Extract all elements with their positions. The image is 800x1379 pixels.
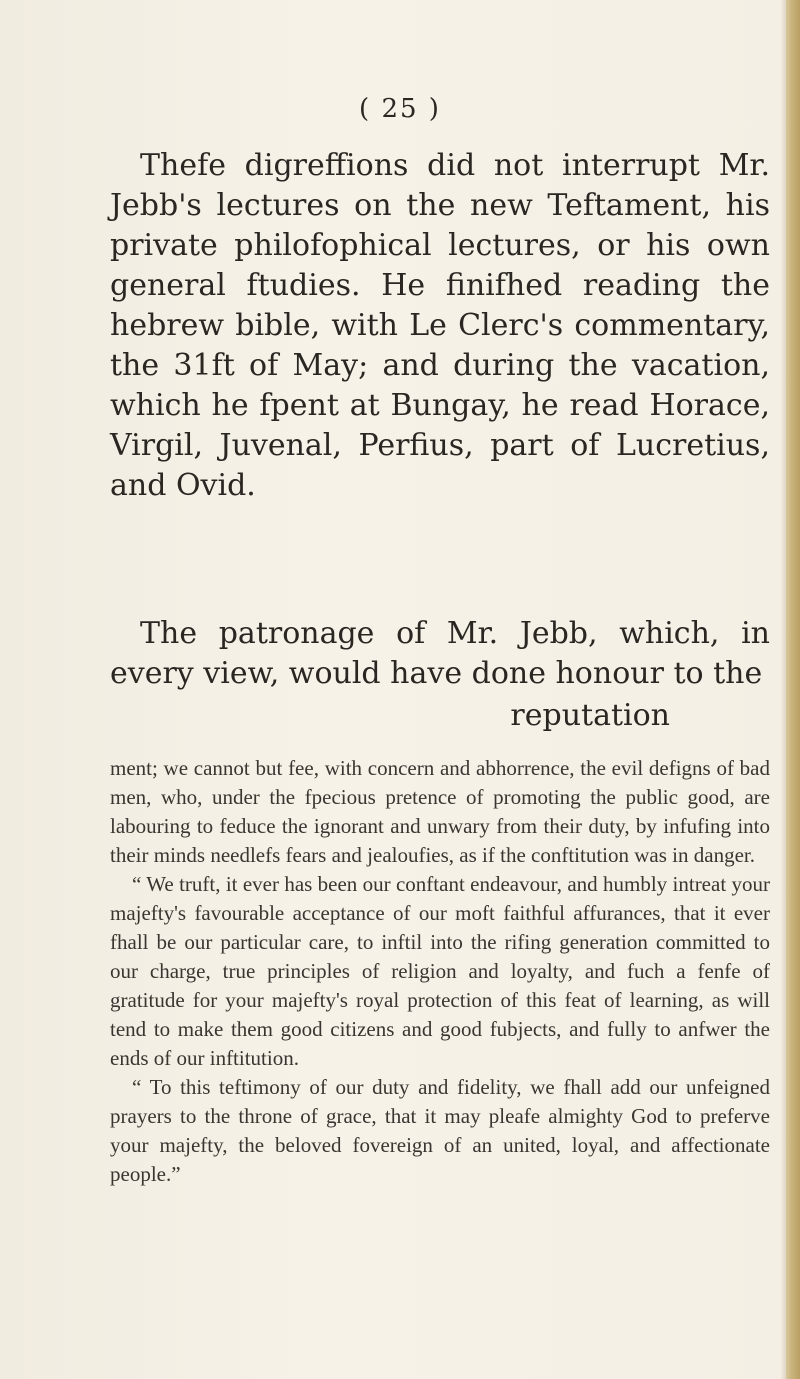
- page-number: ( 25 ): [359, 94, 441, 124]
- page-edge: [786, 0, 800, 1379]
- small-paragraph-3: “ To this teftimony of our duty and fidelity, we fhall add our unfeigned prayers to the throne of grace, that it may pleafe almighty God to preferve your majefty, the beloved fovereign of an united, loyal, and affectionate people.”: [110, 1075, 770, 1186]
- quoted-address: [110, 754, 770, 1189]
- catchword: reputation: [510, 698, 670, 733]
- main-text: [110, 146, 770, 506]
- small-paragraph-2: “ We truft, it ever has been our conftant endeavour, and humbly intreat your majefty's favourable acceptance of our moft faithful affurances, that it ever fhall be our particular care, to inftil into the rifing generation committed to our charge, true principles of religion and loyalty, and fuch a fenfe of gratitude for your majefty's royal protection of this feat of learning, as will tend to make them good citizens and good fubjects, and fully to anfwer the ends of our inftitution.: [110, 872, 770, 1070]
- main-text-2: [110, 614, 770, 694]
- paragraph-2: The patronage of Mr. Jebb, which, in every view, would have done honour to the: [110, 616, 770, 691]
- small-paragraph-1: ment; we cannot but fee, with concern and abhorrence, the evil defigns of bad men, who, under the fpecious pretence of promoting the public good, are labouring to feduce the ignorant and unwary from their duty, by infufing into their minds needlefs fears and jealoufies, as if the conftitution was in danger.: [110, 756, 770, 867]
- paragraph-1: Thefe digreffions did not interrupt Mr. Jebb's lectures on the new Teftament, his private philofophical lectures, or his own general ftudies. He finifhed reading the hebrew bible, with Le Clerc's commentary, the 31ft of May; and during the vacation, which he fpent at Bungay, he read Horace, Virgil, Juvenal, Perfius, part of Lucretius, and Ovid.: [110, 148, 770, 503]
